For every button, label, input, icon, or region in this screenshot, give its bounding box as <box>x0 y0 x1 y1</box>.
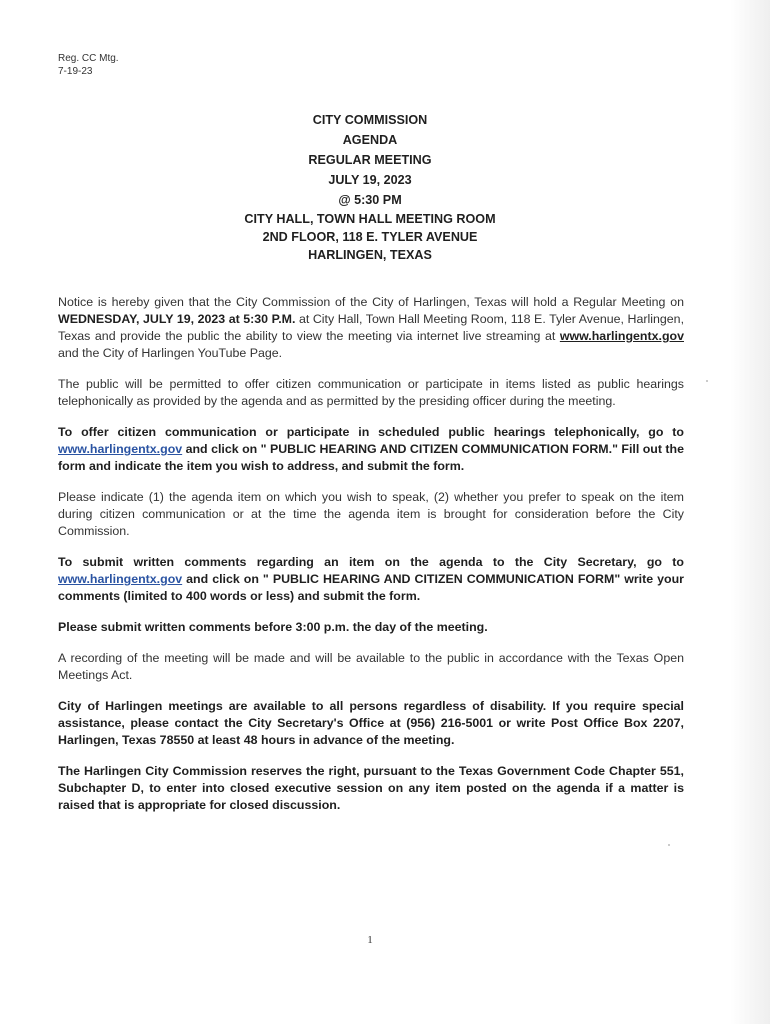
notice-body <box>58 294 684 828</box>
header-line-5: @ 5:30 PM <box>338 193 402 207</box>
header-line-7: 2ND FLOOR, 118 E. TYLER AVENUE <box>262 230 478 244</box>
written-text-b: and click on " PUBLIC HEARING AND CITIZEN COMMUNICATION FORM" write your comments (limited to 400 words or less) and submit the form. <box>58 572 684 603</box>
meeting-datetime: WEDNESDAY, JULY 19, 2023 at 5:30 P.M. <box>58 312 296 326</box>
telephonic-instructions-paragraph <box>58 424 684 475</box>
header-line-8: HARLINGEN, TEXAS <box>308 248 432 262</box>
notice-text-a: Notice is hereby given that the City Commission of the City of Harlingen, Texas will hold a Regular Meeting on <box>58 295 684 309</box>
header-line-1: CITY COMMISSION <box>312 113 428 127</box>
agenda-header <box>0 110 740 264</box>
telephonic-text-b: and click on " PUBLIC HEARING AND CITIZEN COMMUNICATION FORM." Fill out the form and indicate the item you wish to address, and submit the form. <box>58 442 685 473</box>
telephonic-text-a: To offer citizen communication or participate in scheduled public hearings telephonically, go to <box>58 425 684 439</box>
public-participation-paragraph: The public will be permitted to offer citizen communication or participate in items listed as public hearings telephonically as provided by the agenda and as permitted by the presiding officer during the meeting. <box>58 377 684 408</box>
notice-text-c: at City Hall, Town Hall Meeting Room, 118 E. Tyler Avenue, Harlingen, Texas and provide the public the ability to view the meeting via internet live streaming at <box>58 312 685 343</box>
website-link[interactable]: www.harlingentx.gov <box>58 442 183 456</box>
written-text-a: To submit written comments regarding an item on the agenda to the City Secretary, go to <box>58 555 684 569</box>
header-line-4: JULY 19, 2023 <box>328 173 412 187</box>
comment-deadline-paragraph: Please submit written comments before 3:00 p.m. the day of the meeting. <box>58 620 488 634</box>
stamp-line-2: 7-19-23 <box>58 66 93 77</box>
recording-paragraph: A recording of the meeting will be made and will be available to the public in accordance with the Texas Open Meetings Act. <box>58 651 684 682</box>
header-line-6: CITY HALL, TOWN HALL MEETING ROOM <box>244 212 496 226</box>
page-number: 1 <box>367 934 373 946</box>
written-comments-paragraph <box>58 554 684 605</box>
header-line-2: AGENDA <box>342 133 398 147</box>
accessibility-paragraph: City of Harlingen meetings are available to all persons regardless of disability. If you require special assistance, please contact the City Secretary's Office at (956) 216-5001 or write Post Office Box 2207, Harlingen, Texas 78550 at least 48 hours in advance of the meeting. <box>58 699 684 747</box>
website-link[interactable]: www.harlingentx.gov <box>58 572 183 586</box>
stamp-line-1: Reg. CC Mtg. <box>58 53 119 64</box>
agenda-item-indication-paragraph: Please indicate (1) the agenda item on which you wish to speak, (2) whether you prefer to speak on the item during citizen communication or at the time the agenda item is brought for consideration before the City Commission. <box>58 490 684 538</box>
notice-paragraph <box>58 294 684 362</box>
scan-speck <box>706 380 708 382</box>
header-line-3: REGULAR MEETING <box>308 153 432 167</box>
notice-text-d: and the City of Harlingen YouTube Page. <box>58 346 283 360</box>
scan-speck <box>668 844 670 846</box>
meeting-stamp <box>58 52 119 78</box>
closed-session-paragraph: The Harlingen City Commission reserves the right, pursuant to the Texas Government Code Chapter 551, Subchapter D, to enter into closed executive session on any item posted on the agenda if a matter is raised that is appropriate for closed discussion. <box>58 764 684 812</box>
website-link[interactable]: www.harlingentx.gov <box>559 329 684 343</box>
